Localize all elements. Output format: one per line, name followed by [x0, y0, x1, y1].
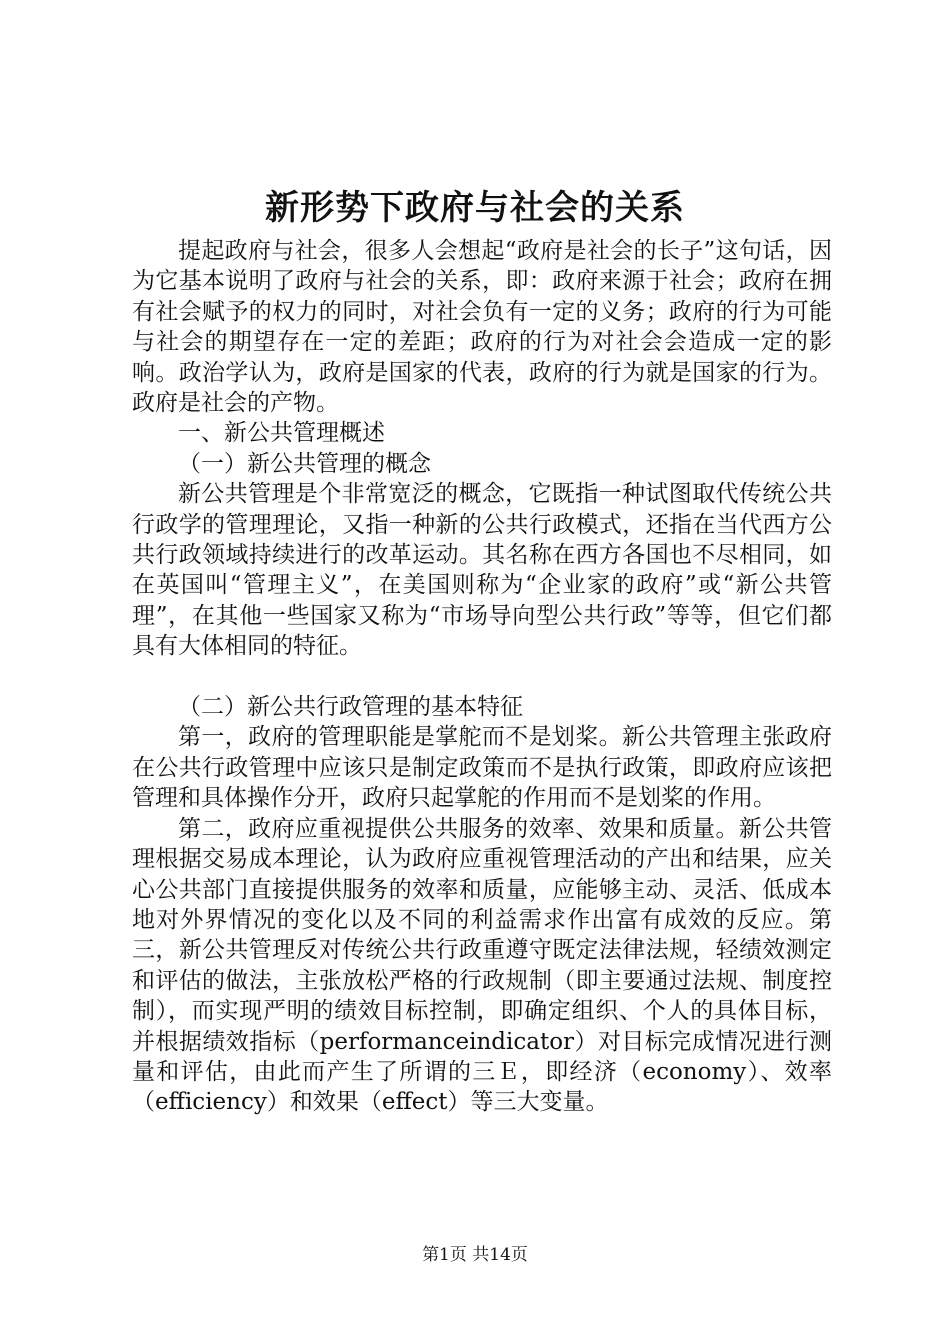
- section-heading: 一、新公共管理概述: [178, 420, 385, 447]
- blank-line: [132, 662, 832, 692]
- intro-paragraph: 提起政府与社会，很多人会想起“政府是社会的长子”这句话，因为它基本说明了政府与社会的关系，即：政府来源于社会；政府在拥有社会赋予的权力的同时，对社会负有一定的义务；政府的行为可能与社会的期望存在一定的差距；政府的行为对社会会造成一定的影响。政治学认为，政府是国家的代表，政府的行为就是国家的行为。政府是社会的产物。: [132, 238, 832, 417]
- page-footer: 第1页 共14页: [422, 1245, 528, 1265]
- document-title: 新形势下政府与社会的关系: [265, 188, 685, 228]
- document-body: [132, 236, 832, 1118]
- body-paragraph: 第二，政府应重视提供公共服务的效率、效果和质量。新公共管理根据交易成本理论，认为政府应重视管理活动的产出和结果，应关心公共部门直接提供服务的效率和质量，应能够主动、灵活、低成本地对外界情况的变化以及不同的利益需求作出富有成效的反应。第三，新公共管理反对传统公共行政重遵守既定法律法规，轻绩效测定和评估的做法，主张放松严格的行政规制（即主要通过法规、制度控制），而实现严明的绩效目标控制，即确定组织、个人的具体目标，并根据绩效指标（performanceindicator）对目标完成情况进行测量和评估，由此而产生了所谓的三Ｅ，即经济（economy）、效率（efficiency）和效果（effect）等三大变量。: [132, 815, 832, 1116]
- body-paragraph: 第一，政府的管理职能是掌舵而不是划桨。新公共管理主张政府在公共行政管理中应该只是制定政策而不是执行政策，即政府应该把管理和具体操作分开，政府只起掌舵的作用而不是划桨的作用。: [132, 724, 832, 812]
- body-paragraph: 新公共管理是个非常宽泛的概念，它既指一种试图取代传统公共行政学的管理理论，又指一种新的公共行政模式，还指在当代西方公共行政领域持续进行的改革运动。其名称在西方各国也不尽相同，如在英国叫“管理主义”，在美国则称为“企业家的政府”或“新公共管理”，在其他一些国家又称为“市场导向型公共行政”等等，但它们都具有大体相同的特征。: [132, 481, 832, 660]
- subsection-heading: （二）新公共行政管理的基本特征: [178, 694, 523, 721]
- subsection-heading: （一）新公共管理的概念: [178, 450, 431, 477]
